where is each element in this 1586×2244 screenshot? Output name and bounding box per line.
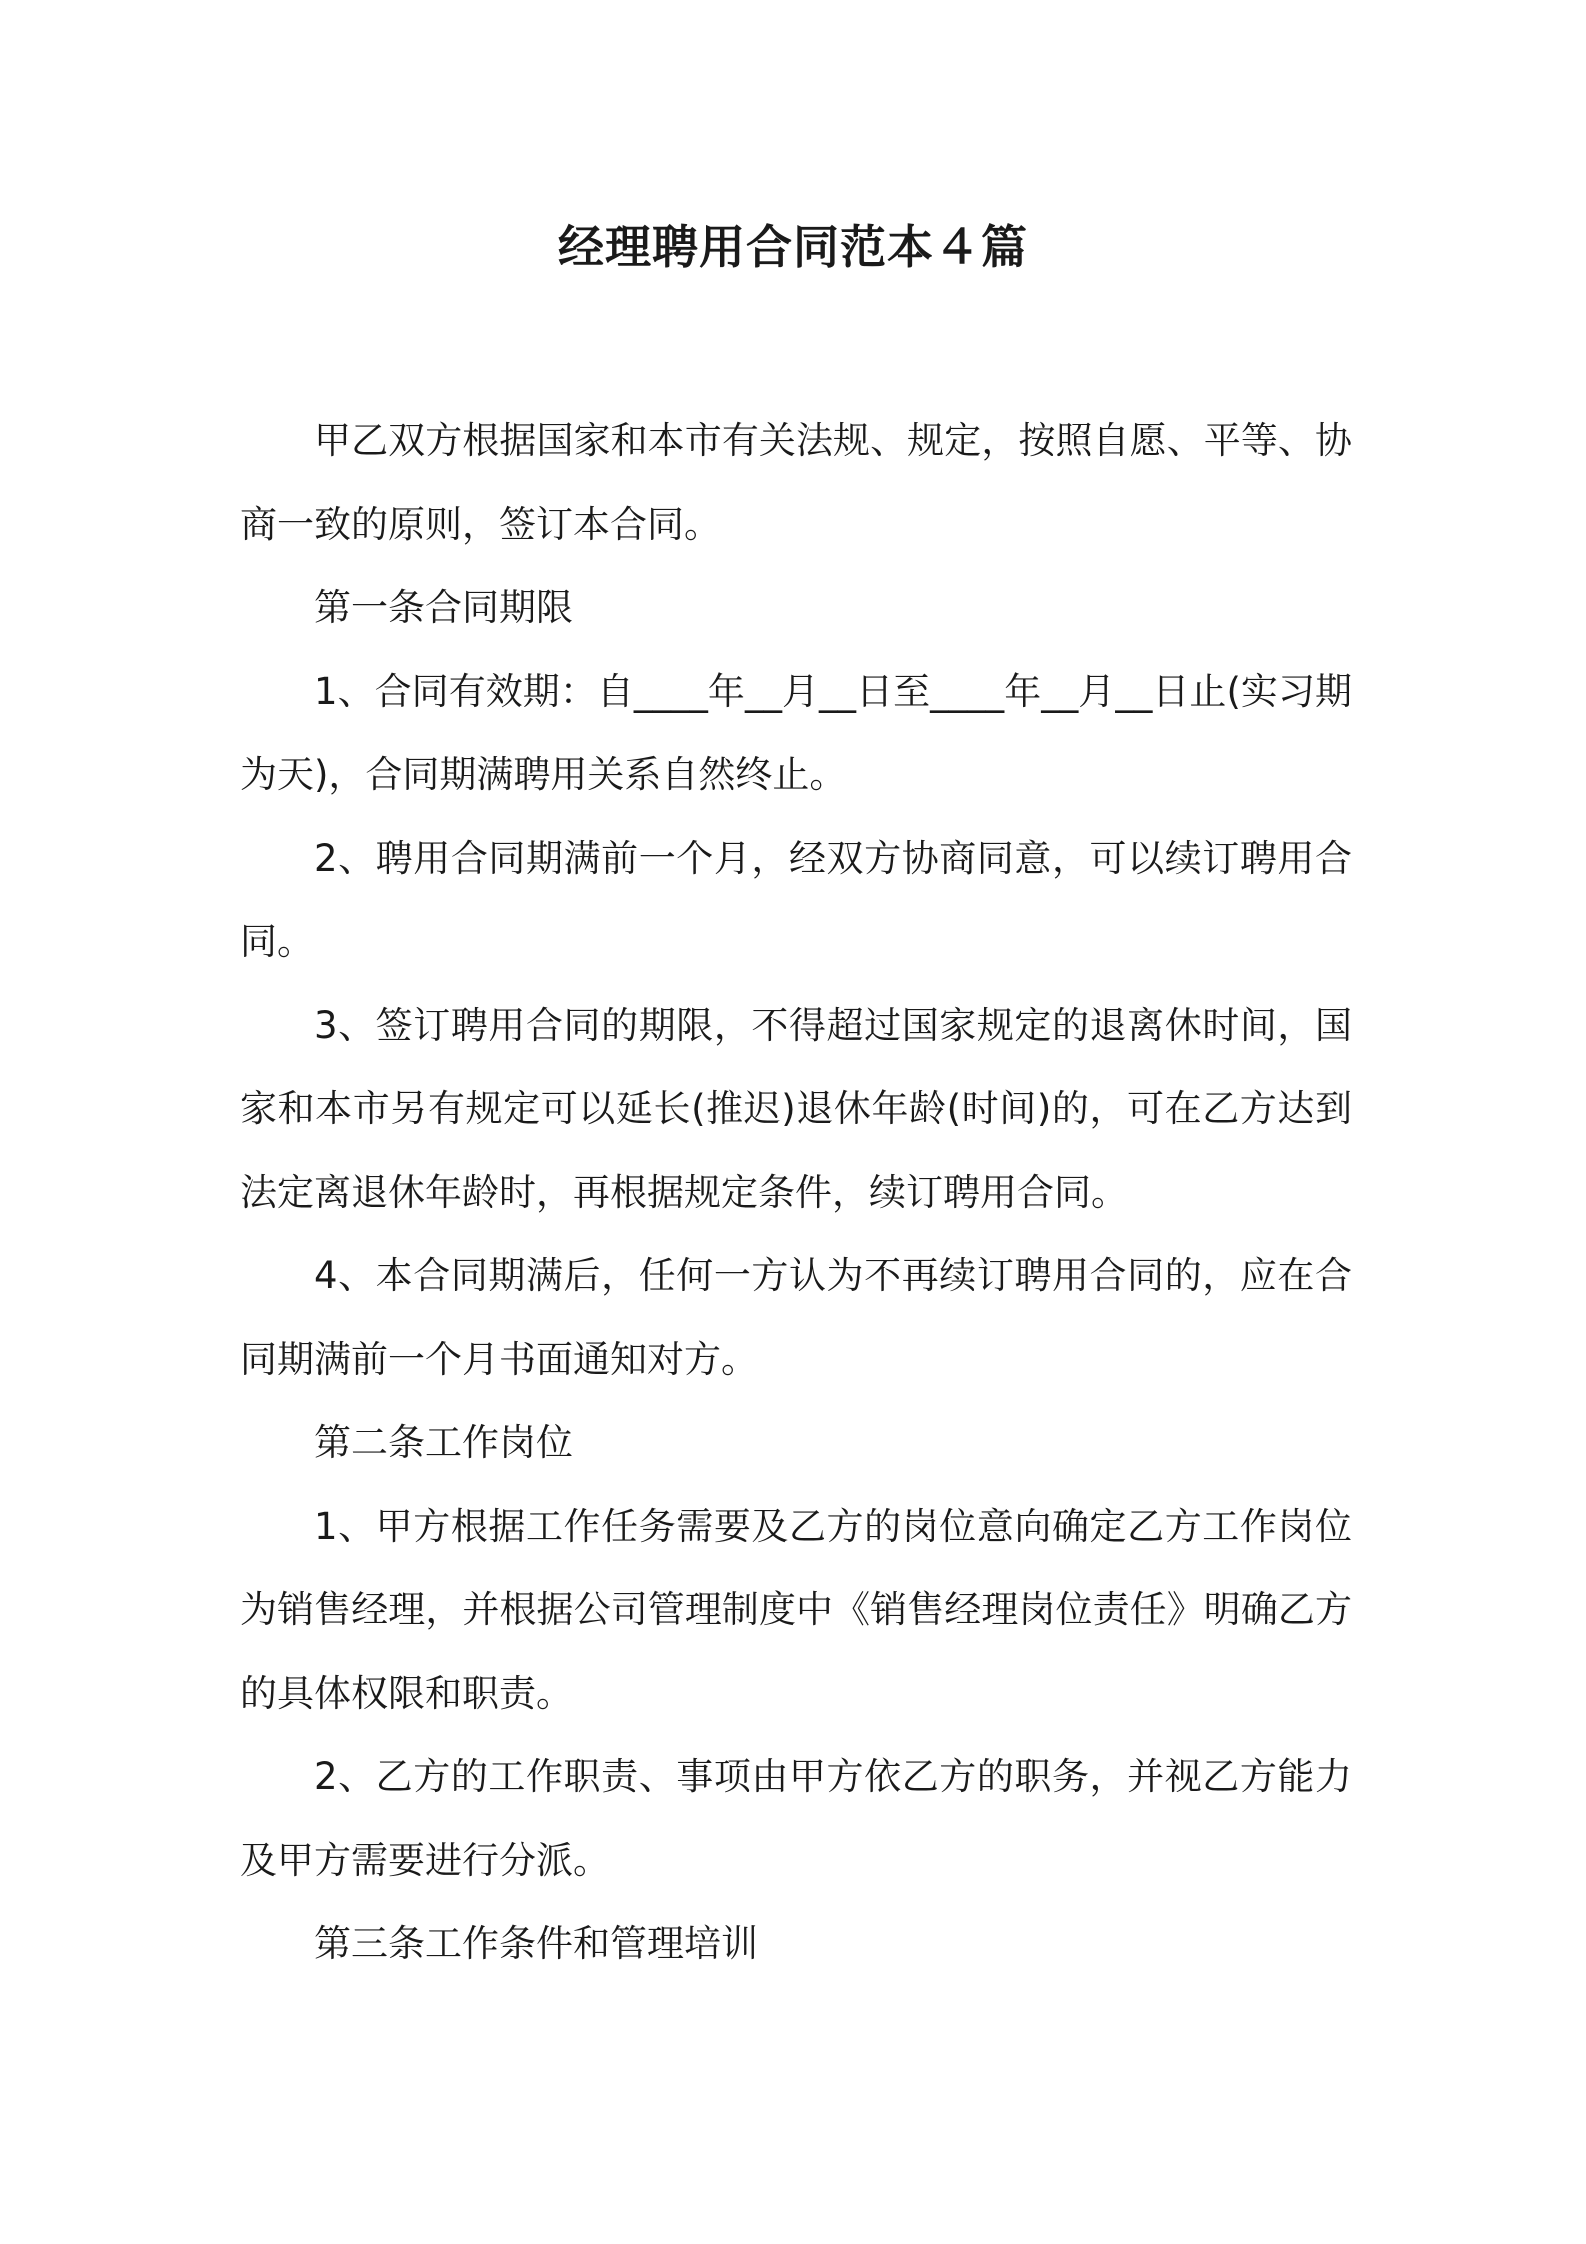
clause-1-4: 4、本合同期满后，任何一方认为不再续订聘用合同的，应在合同期满前一个月书面通知对方。 <box>240 1254 1352 1381</box>
clause-2-2: 2、乙方的工作职责、事项由甲方依乙方的职务，并视乙方能力及甲方需要进行分派。 <box>240 1755 1352 1882</box>
section-heading-1: 第一条合同期限 <box>314 586 573 629</box>
section-heading-3: 第三条工作条件和管理培训 <box>314 1922 758 1965</box>
section-heading-2: 第二条工作岗位 <box>314 1421 573 1464</box>
document-body <box>240 399 1352 1986</box>
clause-1-1: 1、合同有效期：自____年__月__日至____年__月__日止(实习期为天)，合同期满聘用关系自然终止。 <box>240 669 1352 796</box>
document-title: 经理聘用合同范本４篇 <box>558 220 1028 274</box>
clause-2-1: 1、甲方根据工作任务需要及乙方的岗位意向确定乙方工作岗位为销售经理，并根据公司管理制度中《销售经理岗位责任》明确乙方的具体权限和职责。 <box>240 1504 1352 1715</box>
clause-1-2: 2、聘用合同期满前一个月，经双方协商同意，可以续订聘用合同。 <box>240 836 1352 963</box>
clause-1-3: 3、签订聘用合同的期限，不得超过国家规定的退离休时间，国家和本市另有规定可以延长(推迟)退休年龄(时间)的，可在乙方达到法定离退休年龄时，再根据规定条件，续订聘用合同。 <box>240 1003 1352 1214</box>
paragraph-preamble: 甲乙双方根据国家和本市有关法规、规定，按照自愿、平等、协商一致的原则，签订本合同。 <box>240 419 1352 546</box>
